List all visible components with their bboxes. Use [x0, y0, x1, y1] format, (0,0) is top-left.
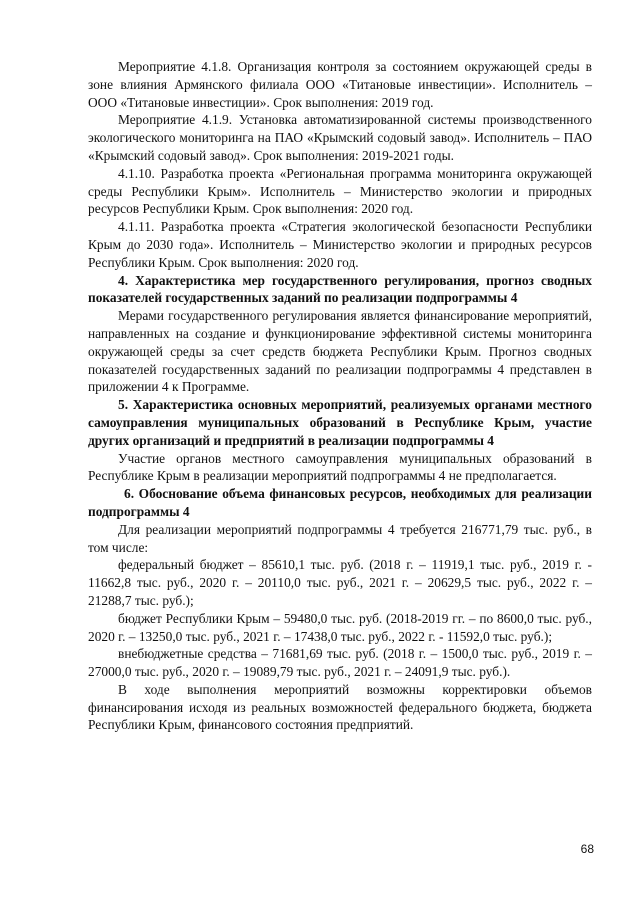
page-number: 68 — [580, 842, 594, 856]
paragraph-extrabudgetary: внебюджетные средства – 71681,69 тыс. руб. (2018 г. – 1500,0 тыс. руб., 2019 г. – 27000,0 тыс. руб., 2020 г. – 19089,79 тыс. руб., 2021 г. – 24091,9 тыс. руб.). — [88, 646, 592, 680]
paragraph-measure-4-1-9: Мероприятие 4.1.9. Установка автоматизированной системы производственного экологического мониторинга на ПАО «Крымский содовый завод». Исполнитель – ПАО «Крымский содовый завод». Срок выполнения: 2019-2021 годы. — [88, 112, 592, 163]
paragraph-crimea-budget: бюджет Республики Крым – 59480,0 тыс. руб. (2018-2019 гг. – по 8600,0 тыс. руб., 2020 г. – 13250,0 тыс. руб., 2021 г. – 17438,0 тыс. руб., 2022 г. - 11592,0 тыс. руб.); — [88, 610, 592, 644]
section-heading-5: 5. Характеристика основных мероприятий, реализуемых органами местного самоуправления муниципальных образований в Республике Крым, участие других организаций и предприятий в реализации подпрограммы 4 — [88, 397, 592, 448]
paragraph-measure-4-1-11: 4.1.11. Разработка проекта «Стратегия экологической безопасности Республики Крым до 2030 года». Исполнитель – Министерство экологии и природных ресурсов Республики Крым. Срок выполнения: 2020 год. — [88, 219, 592, 270]
paragraph-total-funding: Для реализации мероприятий подпрограммы 4 требуется 216771,79 тыс. руб., в том числе: — [88, 521, 592, 555]
paragraph-adjustments: В ходе выполнения мероприятий возможны корректировки объемов финансирования исходя из реальных возможностей федерального бюджета, бюджета Республики Крым, финансового состояния предприятий. — [88, 681, 592, 733]
section-heading-4: 4. Характеристика мер государственного регулирования, прогноз сводных показателей государственных заданий по реализации подпрограммы 4 — [88, 272, 592, 306]
paragraph-measure-4-1-8: Мероприятие 4.1.8. Организация контроля за состоянием окружающей среды в зоне влияния Армянского филиала ООО «Титановые инвестиции». Исполнитель – ООО «Титановые инвестиции». Срок выполнения: 2019 год. — [88, 59, 592, 110]
paragraph-measure-4-1-10: 4.1.10. Разработка проекта «Региональная программа мониторинга окружающей среды Республики Крым». Исполнитель – Министерство экологии и природных ресурсов Республики Крым. Срок выполнения: 2020 год. — [88, 165, 592, 217]
paragraph-federal-budget: федеральный бюджет – 85610,1 тыс. руб. (2018 г. – 11919,1 тыс. руб., 2019 г. - 11662,8 тыс. руб., 2020 г. – 20110,0 тыс. руб., 2021 г. – 20629,5 тыс. руб., 2022 г. – 21288,7 тыс. руб.); — [88, 557, 592, 608]
section-heading-6: 6. Обоснование объема финансовых ресурсов, необходимых для реализации подпрограммы 4 — [88, 486, 592, 519]
paragraph-local-government: Участие органов местного самоуправления муниципальных образований в Республике Крым в реализации мероприятий подпрограммы 4 не предполагается. — [88, 450, 592, 484]
paragraph-regulation-measures: Мерами государственного регулирования является финансирование мероприятий, направленных на создание и функционирование эффективной системы мониторинга окружающей среды за счет средств бюджета Республики Крым. Прогноз сводных показателей государственных заданий по реализации подпрограммы 4 представлен в приложении 4 к Программе. — [88, 308, 592, 395]
